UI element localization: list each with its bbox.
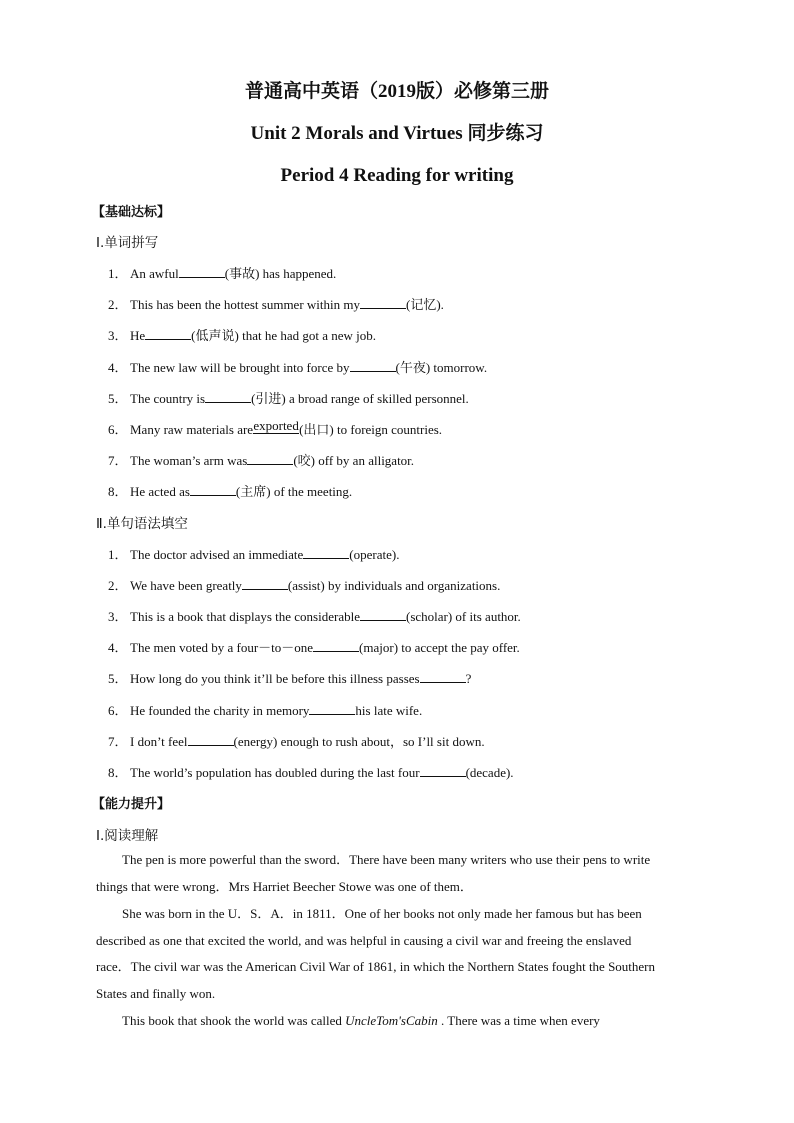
- exercise-item: [108, 390, 469, 408]
- item-text-after: (decade).: [465, 764, 514, 780]
- item-text-before: Many raw materials are: [130, 422, 254, 437]
- paragraph-line: States and finally won.: [96, 986, 216, 1002]
- answer-blank[interactable]: [190, 483, 236, 496]
- item-number: 7．: [108, 453, 128, 469]
- item-number: 5．: [108, 390, 128, 406]
- item-text-after: (咬) off by an alligator.: [293, 453, 415, 469]
- item-text-before: I don’t feel: [130, 733, 188, 749]
- part-spelling-heading: Ⅰ.单词拼写: [96, 235, 159, 251]
- item-number: 3．: [108, 328, 128, 344]
- answer-blank[interactable]: [205, 390, 251, 403]
- section-basic-heading: 【基础达标】: [92, 205, 171, 220]
- paragraph-line: described as one that excited the world, and was helpful in causing a civil war and freeing the enslaved: [96, 932, 632, 948]
- item-text-before: The new law will be brought into force by: [130, 359, 350, 375]
- item-text-before: The country is: [130, 390, 206, 406]
- item-number: 5．: [108, 671, 128, 687]
- item-number: 3．: [108, 609, 128, 625]
- title-period: Period 4 Reading for writing: [280, 165, 514, 186]
- reading-paragraph-1: [96, 847, 700, 900]
- item-text-after: (午夜) tomorrow.: [395, 359, 488, 375]
- answer-blank[interactable]: [242, 577, 288, 590]
- item-text-before: This has been the hottest summer within my: [130, 297, 360, 313]
- exercise-item: [108, 296, 444, 314]
- item-text-after: his late wife.: [355, 702, 423, 718]
- paragraph-text: . There was a time when every: [437, 1013, 600, 1028]
- answer-blank[interactable]: [360, 608, 406, 621]
- item-number: 4．: [108, 359, 128, 375]
- answer-blank[interactable]: [145, 327, 191, 340]
- paragraph-line: race．The civil war was the American Civil War of 1861, in which the Northern States fought the Southern: [96, 959, 656, 975]
- answer-blank[interactable]: [360, 296, 406, 309]
- item-number: 1．: [108, 266, 128, 281]
- exercise-item: [108, 702, 422, 720]
- answer-blank[interactable]: [350, 359, 396, 372]
- item-text-after: (major) to accept the pay offer.: [359, 640, 520, 656]
- item-text-before: An awful: [130, 266, 179, 281]
- item-text-before: He founded the charity in memory: [130, 702, 310, 718]
- answer-blank[interactable]: [420, 764, 466, 777]
- title-textbook: 普通高中英语（2019版）必修第三册: [244, 81, 549, 102]
- item-text-before: How long do you think it’ll be before this illness passes: [130, 671, 420, 687]
- item-number: 6．: [108, 702, 128, 718]
- answer-blank[interactable]: [179, 265, 225, 278]
- item-number: 4．: [108, 640, 128, 656]
- book-title: UncleTom'sCabin: [345, 1013, 438, 1028]
- exercise-item: [108, 639, 520, 657]
- item-text-after: (energy) enough to rush about，so I’ll sit down.: [233, 733, 485, 749]
- exercise-item: [108, 608, 521, 626]
- paragraph-line: The pen is more powerful than the sword．There have been many writers who use their pens to write: [122, 852, 651, 867]
- answer-blank[interactable]: [313, 639, 359, 652]
- item-number: 7．: [108, 733, 128, 749]
- reading-paragraph-2: [96, 901, 700, 1008]
- paragraph-text: This book that shook the world was called: [122, 1013, 346, 1028]
- paragraph-line: [96, 1008, 700, 1035]
- answer-blank[interactable]: [253, 418, 299, 434]
- item-number: 2．: [108, 578, 128, 594]
- exercise-item: [108, 452, 414, 470]
- item-text-after: (operate).: [349, 547, 400, 562]
- item-number: 6．: [108, 422, 128, 437]
- item-text-before: The woman’s arm was: [130, 453, 248, 469]
- exercise-item: [108, 418, 443, 439]
- exercise-item: [108, 670, 471, 688]
- answer-blank[interactable]: [309, 702, 355, 715]
- item-text-after: (scholar) of its author.: [405, 609, 521, 625]
- part-grammar-heading: Ⅱ.单句语法填空: [96, 516, 188, 532]
- item-text-before: The world’s population has doubled during the last four: [130, 764, 420, 780]
- item-number: 8．: [108, 764, 128, 780]
- item-text-after: (低声说) that he had got a new job.: [191, 328, 377, 344]
- paragraph-line: things that were wrong．Mrs Harriet Beecher Stowe was one of them．: [96, 878, 473, 894]
- item-text-after: (事故) has happened.: [224, 266, 337, 281]
- item-text-after: (assist) by individuals and organizations.: [287, 578, 501, 594]
- item-text-before: He: [130, 328, 146, 344]
- answer-blank[interactable]: [303, 546, 349, 559]
- paragraph-line: She was born in the U．S．A．in 1811．One of her books not only made her famous but has been: [122, 906, 642, 921]
- exercise-item: [108, 546, 399, 564]
- item-text-after: (记忆).: [406, 297, 444, 313]
- answer-blank[interactable]: [188, 733, 234, 746]
- exercise-item: [108, 577, 500, 595]
- item-number: 2．: [108, 297, 128, 313]
- item-text-before: The doctor advised an immediate: [130, 547, 304, 562]
- exercise-item: [108, 733, 485, 751]
- item-text-before: This is a book that displays the considerable: [130, 609, 360, 625]
- item-number: 1．: [108, 547, 128, 562]
- item-text-before: We have been greatly: [130, 578, 242, 594]
- exercise-item: [108, 265, 336, 283]
- exercise-item: [108, 764, 514, 782]
- item-text-before: He acted as: [130, 484, 190, 500]
- answer-blank[interactable]: [420, 670, 466, 683]
- item-text-before: The men voted by a four－to－one: [130, 640, 314, 656]
- title-unit: Unit 2 Morals and Virtues 同步练习: [250, 123, 544, 144]
- item-text-after: (主席) of the meeting.: [235, 484, 353, 500]
- reading-paragraph-3: [96, 1008, 700, 1035]
- item-text-after: ?: [465, 671, 472, 687]
- answer-text: exported: [253, 418, 299, 433]
- exercise-item: [108, 327, 376, 345]
- item-text-after: (出口) to foreign countries.: [299, 422, 443, 437]
- exercise-item: [108, 483, 352, 501]
- item-text-after: (引进) a broad range of skilled personnel.: [251, 390, 469, 406]
- answer-blank[interactable]: [247, 452, 293, 465]
- exercise-item: [108, 359, 487, 377]
- item-number: 8．: [108, 484, 128, 500]
- part-reading-heading: Ⅰ.阅读理解: [96, 828, 159, 844]
- section-advanced-heading: 【能力提升】: [92, 797, 171, 812]
